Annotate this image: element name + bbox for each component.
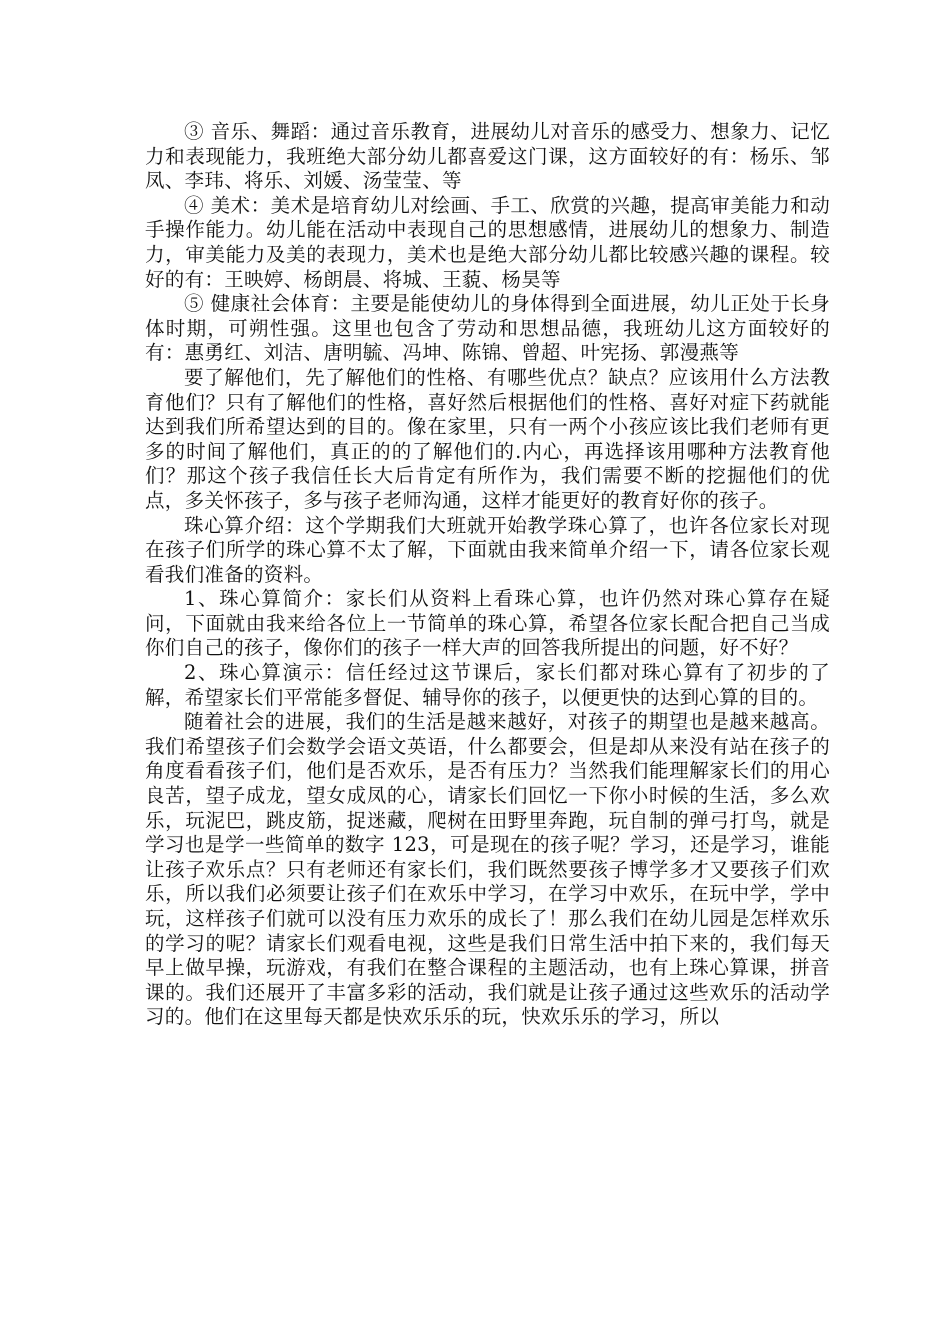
paragraph-music-dance: ③ 音乐、舞蹈：通过音乐教育，进展幼儿对音乐的感受力、想象力、记忆力和表现能力，我班绝大部分幼儿都喜爱这门课，这方面较好的有：杨乐、邹凤、李玮、将乐、刘媛、汤莹莹、等: [145, 120, 830, 193]
paragraph-art: ④ 美术：美术是培育幼儿对绘画、手工、欣赏的兴趣，提高审美能力和动手操作能力。幼儿能在活动中表现自己的思想感情，进展幼儿的想象力、制造力，审美能力及美的表现力，美术也是绝大部分幼儿都比较感兴趣的课程。较好的有：王映婷、杨朗晨、将城、王藐、杨昊等: [145, 193, 830, 291]
document-page: [145, 120, 830, 1030]
paragraph-abacus-overview: 1、珠心算简介：家长们从资料上看珠心算，也许仍然对珠心算存在疑问，下面就由我来给各位上一节简单的珠心算，希望各位家长配合把自己当成你们自己的孩子，像你们的孩子一样大声的回答我所提出的问题，好不好？: [145, 587, 830, 660]
paragraph-health-sports: ⑤ 健康社会体育：主要是能使幼儿的身体得到全面进展，幼儿正处于长身体时期，可朔性强。这里也包含了劳动和思想品德，我班幼儿这方面较好的有：惠勇红、刘洁、唐明毓、冯坤、陈锦、曾超、叶宪扬、郭漫燕等: [145, 292, 830, 365]
paragraph-understand-children: 要了解他们，先了解他们的性格、有哪些优点？缺点？应该用什么方法教育他们？只有了解他们的性格，喜好然后根据他们的性格、喜好对症下药就能达到我们所希望达到的目的。像在家里，只有一两个小孩应该比我们老师有更多的时间了解他们，真正的的了解他们的.内心，再选择该用哪种方法教育他们？那这个孩子我信任长大后肯定有所作为，我们需要不断的挖掘他们的优点，多关怀孩子，多与孩子老师沟通，这样才能更好的教育好你的孩子。: [145, 365, 830, 512]
paragraph-abacus-demo: 2、珠心算演示：信任经过这节课后，家长们都对珠心算有了初步的了解，希望家长们平常能多督促、辅导你的孩子，以便更快的达到心算的目的。: [145, 661, 830, 709]
paragraph-abacus-intro: 珠心算介绍：这个学期我们大班就开始教学珠心算了，也许各位家长对现在孩子们所学的珠心算不太了解，下面就由我来简单介绍一下，请各位家长观看我们准备的资料。: [145, 513, 830, 586]
paragraph-happy-learning: 随着社会的进展，我们的生活是越来越好，对孩子的期望也是越来越高。我们希望孩子们会数学会语文英语，什么都要会，但是却从来没有站在孩子的角度看看孩子们，他们是否欢乐，是否有压力？当然我们能理解家长们的用心良苦，望子成龙，望女成凤的心，请家长们回忆一下你小时候的生活，多么欢乐，玩泥巴，跳皮筋，捉迷藏，爬树在田野里奔跑，玩自制的弹弓打鸟，就是学习也是学一些简单的数字 123，可是现在的孩子呢？学习，还是学习，谁能让孩子欢乐点？只有老师还有家长们，我们既然要孩子博学多才又要孩子们欢乐，所以我们必须要让孩子们在欢乐中学习，在学习中欢乐，在玩中学，学中玩，这样孩子们就可以没有压力欢乐的成长了！那么我们在幼儿园是怎样欢乐的学习的呢？请家长们观看电视，这些是我们日常生活中拍下来的，我们每天早上做早操，玩游戏，有我们在整合课程的主题活动，也有上珠心算课，拼音课的。我们还展开了丰富多彩的活动，我们就是让孩子通过这些欢乐的活动学习的。他们在这里每天都是快欢乐乐的玩，快欢乐乐的学习，所以: [145, 710, 830, 1029]
